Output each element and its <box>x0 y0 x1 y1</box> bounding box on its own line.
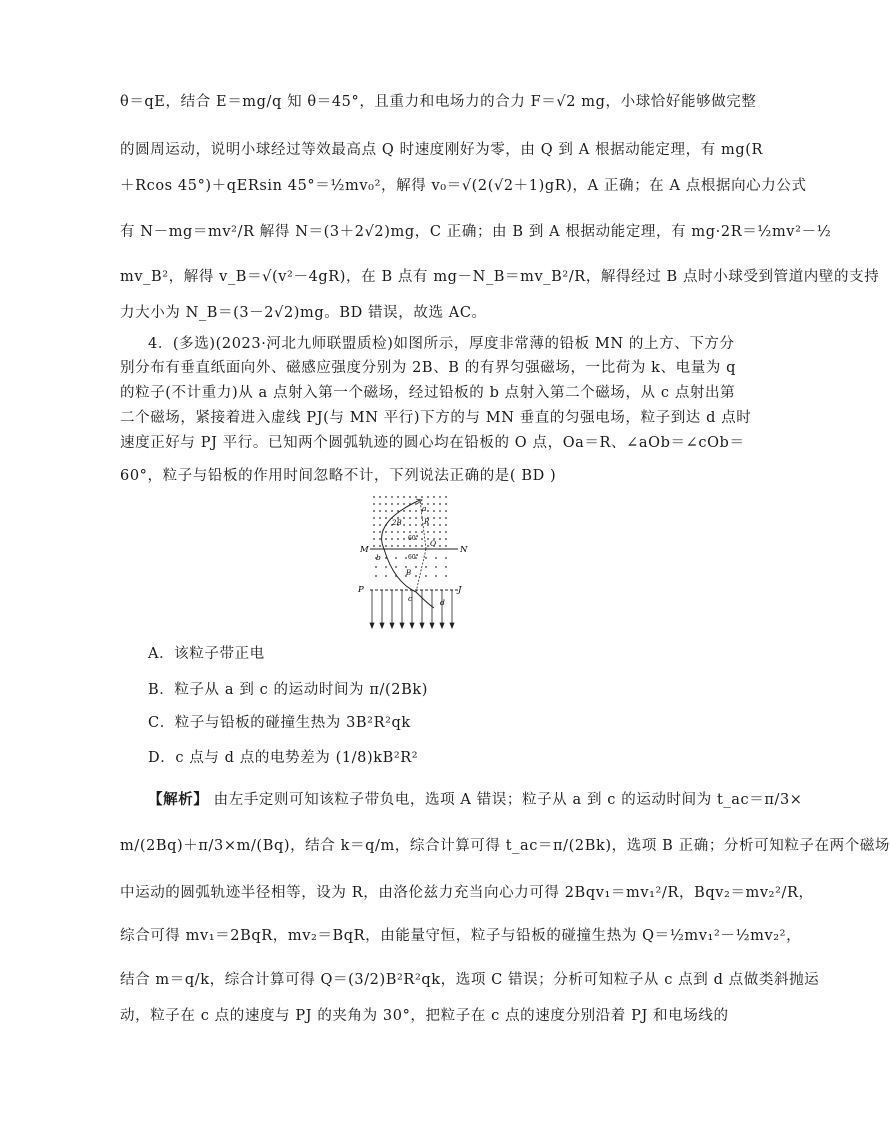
question-line: 速度正好与 PJ 平行。已知两个圆弧轨迹的圆心均在铅板的 O 点，Oa＝R、∠aOb＝∠cOb＝ <box>120 435 745 451</box>
solution-line: ＋Rcos 45°)＋qERsin 45°＝½mv₀²，解得 v₀＝√(2(√2＋1)gR)，A 正确；在 A 点根据向心力公式 <box>120 178 807 194</box>
analysis-line <box>148 790 803 810</box>
label-a: a <box>422 504 427 513</box>
solution-line: 有 N－mg＝mv²/R 解得 N＝(3＋2√2)mg，C 正确；由 B 到 A 根据动能定理，有 mg·2R＝½mv²－½ <box>120 224 832 240</box>
solution-line: 力大小为 N_B＝(3－2√2)mg。BD 错误，故选 AC。 <box>120 305 487 321</box>
question-line: 的粒子(不计重力)从 a 点射入第一个磁场，经过铅板的 b 点射入第二个磁场，从 c 点射出第 <box>120 385 736 401</box>
solution-line: mv_B²，解得 v_B＝√(v²－4gR)，在 B 点有 mg－N_B＝mv_B²/R，解得经过 B 点时小球受到管道内壁的支持 <box>120 269 880 285</box>
label-angle-top: 60° <box>408 535 419 542</box>
analysis-line: 结合 m＝q/k，综合计算可得 Q＝(3/2)B²R²qk，选项 C 错误；分析可知粒子从 c 点到 d 点做类斜抛运 <box>120 972 820 988</box>
label-m: M <box>360 545 369 555</box>
question-line: 别分布有垂直纸面向外、磁感应强度分别为 2B、B 的有界匀强磁场，一比荷为 k、电量为 q <box>120 360 737 376</box>
option-b: B．粒子从 a 到 c 的运动时间为 π/(2Bk) <box>148 682 428 698</box>
option-c: C．粒子与铅板的碰撞生热为 3B²R²qk <box>148 715 411 731</box>
analysis-line: 动，粒子在 c 点的速度与 PJ 的夹角为 30°，把粒子在 c 点的速度分别沿着 PJ 和电场线的 <box>120 1008 729 1024</box>
question-line: 60°，粒子与铅板的作用时间忽略不计，下列说法正确的是( BD ) <box>120 468 557 484</box>
analysis-text: 由左手定则可知该粒子带负电，选项 A 错误；粒子从 a 到 c 的运动时间为 t_ac＝π/3× <box>213 792 803 808</box>
analysis-line: 中运动的圆弧轨迹半径相等，设为 R，由洛伦兹力充当向心力可得 2Bqv₁＝mv₁²/R，Bqv₂＝mv₂²/R， <box>120 885 814 901</box>
label-angle-bottom: 60° <box>408 554 419 561</box>
label-d: d <box>440 598 445 607</box>
label-2b: 2B <box>392 519 402 527</box>
solution-line: 的圆周运动，说明小球经过等效最高点 Q 时速度刚好为零，由 Q 到 A 根据动能定理，有 mg(R <box>120 142 764 158</box>
label-p: P <box>358 585 364 595</box>
analysis-line: 综合可得 mv₁＝2BqR，mv₂＝BqR，由能量守恒，粒子与铅板的碰撞生热为 Q＝½mv₁²－½mv₂²， <box>120 928 802 944</box>
label-n: N <box>460 545 468 555</box>
label-j: J <box>458 585 462 595</box>
question-line: 4．(多选)(2023·河北九师联盟质检)如图所示，厚度非常薄的铅板 MN 的上方、下方分 <box>148 336 735 352</box>
analysis-line: m/(2Bq)＋π/3×m/(Bq)，结合 k＝q/m，综合计算可得 t_ac＝π/(2Bk)，选项 B 正确；分析可知粒子在两个磁场 <box>120 838 890 854</box>
solution-line: θ＝qE，结合 E＝mg/q 知 θ＝45°，且重力和电场力的合力 F＝√2 mg，小球恰好能够做完整 <box>120 94 757 110</box>
option-a: A．该粒子带正电 <box>148 646 265 662</box>
label-b-field: B <box>406 569 412 577</box>
option-d: D．c 点与 d 点的电势差为 (1/8)kB²R² <box>148 750 419 766</box>
question-line: 二个磁场，紧接着进入虚线 PJ(与 MN 平行)下方的与 MN 垂直的匀强电场，粒子到达 d 点时 <box>120 410 752 426</box>
label-b: b <box>376 553 381 562</box>
label-c: c <box>408 594 413 603</box>
label-r: R <box>424 518 430 526</box>
magnetic-field-diagram <box>350 492 468 634</box>
analysis-tag: 【解析】 <box>148 791 209 808</box>
label-o: O <box>430 539 437 548</box>
